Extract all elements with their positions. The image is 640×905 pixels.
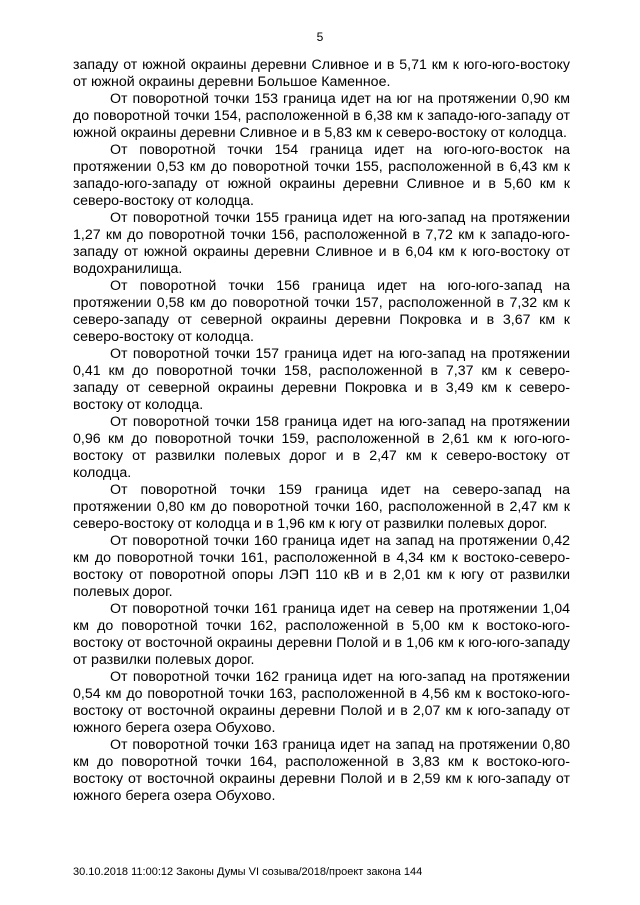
document-footer: 30.10.2018 11:00:12 Законы Думы VI созыва/2018/проект закона 144 [73, 866, 423, 878]
document-body [73, 57, 570, 805]
paragraph-point-154: От поворотной точки 154 граница идет на юго-юго-восток на протяжении 0,53 км до поворотной точки 155, расположенной в 6,43 км к западо-юго-западу от южной окраины деревни Сливное и в 5,60 км к северо-востоку от колодца. [73, 142, 570, 209]
paragraph-point-162: От поворотной точки 162 граница идет на юго-запад на протяжении 0,54 км до поворотной точки 163, расположенной в 4,56 км к востоко-юго-востоку от восточной окраины деревни Полой и в 2,07 км к юго-западу от южного берега озера Обухово. [73, 669, 570, 736]
paragraph-point-159: От поворотной точки 159 граница идет на северо-запад на протяжении 0,80 км до поворотной точки 160, расположенной в 2,47 км к северо-востоку от колодца и в 1,96 км к югу от развилки полевых дорог. [73, 482, 570, 532]
paragraph-point-153: От поворотной точки 153 граница идет на юг на протяжении 0,90 км до поворотной точки 154, расположенной в 6,38 км к западо-юго-западу от южной окраины деревни Сливное и в 5,83 км к северо-востоку от колодца. [73, 91, 570, 141]
paragraph-continuation: западу от южной окраины деревни Сливное и в 5,71 км к юго-юго-востоку от южной окраины деревни Большое Каменное. [73, 57, 570, 90]
paragraph-point-155: От поворотной точки 155 граница идет на юго-запад на протяжении 1,27 км до поворотной точки 156, расположенной в 7,72 км к западо-юго-западу от южной окраины деревни Сливное и в 6,04 км к юго-востоку от водохранилища. [73, 210, 570, 277]
paragraph-point-156: От поворотной точки 156 граница идет на юго-юго-запад на протяжении 0,58 км до поворотной точки 157, расположенной в 7,32 км к северо-западу от северной окраины деревни Покровка и в 3,67 км к северо-востоку от колодца. [73, 278, 570, 345]
paragraph-point-160: От поворотной точки 160 граница идет на запад на протяжении 0,42 км до поворотной точки 161, расположенной в 4,34 км к востоко-северо-востоку от поворотной опоры ЛЭП 110 кВ и в 2,01 км к югу от развилки полевых дорог. [73, 533, 570, 600]
paragraph-point-158: От поворотной точки 158 граница идет на юго-запад на протяжении 0,96 км до поворотной точки 159, расположенной в 2,61 км к юго-юго-востоку от развилки полевых дорог и в 2,47 км к северо-востоку от колодца. [73, 414, 570, 481]
page-number: 5 [316, 30, 324, 44]
paragraph-point-161: От поворотной точки 161 граница идет на север на протяжении 1,04 км до поворотной точки 162, расположенной в 5,00 км к востоко-юго-востоку от восточной окраины деревни Полой и в 1,06 км к юго-юго-западу от развилки полевых дорог. [73, 601, 570, 668]
paragraph-point-157: От поворотной точки 157 граница идет на юго-запад на протяжении 0,41 км до поворотной точки 158, расположенной в 7,37 км к северо-западу от северной окраины деревни Покровка и в 3,49 км к северо-востоку от колодца. [73, 346, 570, 413]
paragraph-point-163: От поворотной точки 163 граница идет на запад на протяжении 0,80 км до поворотной точки 164, расположенной в 3,83 км к востоко-юго-востоку от восточной окраины деревни Полой и в 2,59 км к юго-западу от южного берега озера Обухово. [73, 737, 570, 804]
